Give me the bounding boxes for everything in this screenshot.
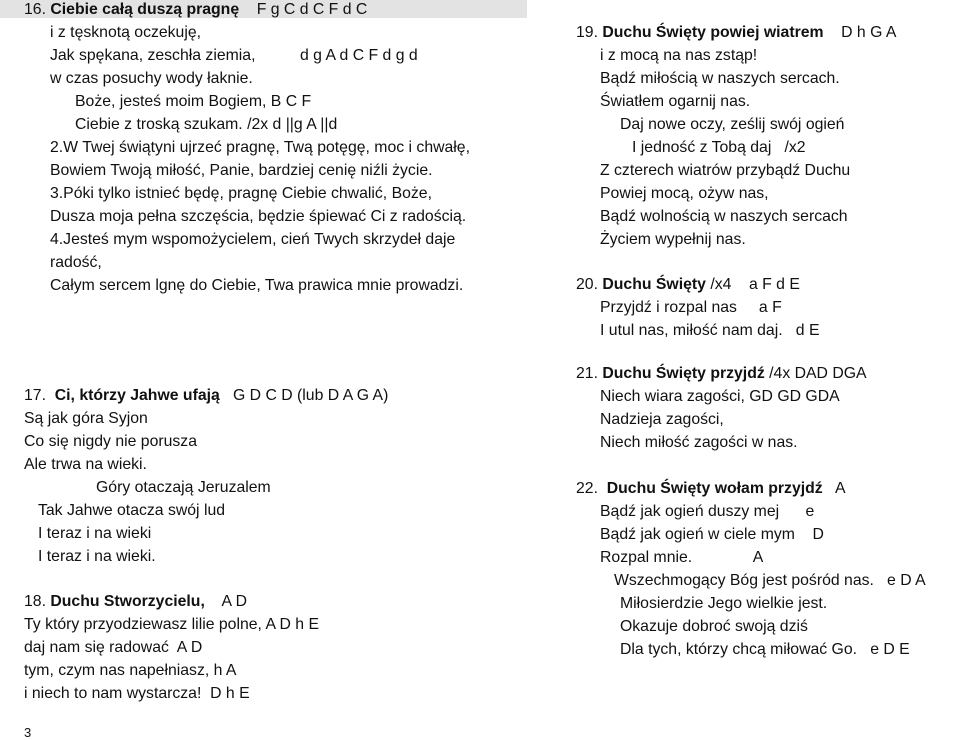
- song-16-line: radość,: [50, 254, 102, 271]
- song-20-header: 20. Duchu Święty /x4 a F d E: [576, 276, 800, 293]
- song-21-chords: /4x DAD DGA: [769, 365, 867, 382]
- song-17-header: 17. Ci, którzy Jahwe ufają G D C D (lub D A G A): [24, 387, 389, 404]
- song-16-line-chords: d g A d C F d g d: [300, 47, 418, 64]
- song-20-line: I utul nas, miłość nam daj. d E: [600, 322, 820, 339]
- song-18-chords: A D: [221, 593, 247, 610]
- song-17-line: Są jak góra Syjon: [24, 410, 148, 427]
- song-19-line: i z mocą na nas zstąp!: [600, 47, 758, 64]
- song-19-line: Bądź miłością w naszych sercach.: [600, 70, 840, 87]
- song-18-header: 18. Duchu Stworzycielu, A D: [24, 593, 247, 610]
- song-22-line: Rozpal mnie. A: [600, 549, 764, 566]
- song-16-line: 4.Jesteś mym wspomożycielem, cień Twych skrzydeł daje: [50, 231, 456, 248]
- song-20-chords: /x4 a F d E: [710, 276, 800, 293]
- song-19-line: Bądź wolnością w naszych sercach: [600, 208, 848, 225]
- song-22-line: Dla tych, którzy chcą miłować Go. e D E: [620, 641, 910, 658]
- song-17-line: Co się nigdy nie porusza: [24, 433, 197, 450]
- song-17-line: Góry otaczają Jeruzalem: [96, 479, 271, 496]
- song-17-line: I teraz i na wieki.: [38, 548, 156, 565]
- song-22-line: Bądź jak ogień duszy mej e: [600, 503, 815, 520]
- song-20-line: Przyjdź i rozpal nas a F: [600, 299, 782, 316]
- song-22-chords: A: [834, 480, 846, 497]
- song-16-line: Dusza moja pełna szczęścia, będzie śpiewać Ci z radością.: [50, 208, 467, 225]
- song-18-line: daj nam się radować A D: [24, 639, 203, 656]
- song-21-title: Duchu Święty przyjdź: [602, 365, 765, 382]
- song-22-line: Bądź jak ogień w ciele mym D: [600, 526, 824, 543]
- song-18-line: i niech to nam wystarcza! D h E: [24, 685, 250, 702]
- song-16-line: 2.W Twej świątyni ujrzeć pragnę, Twą potęgę, moc i chwałę,: [50, 139, 470, 156]
- song-20-title: Duchu Święty: [602, 276, 706, 293]
- song-22-line: Okazuje dobroć swoją dziś: [620, 618, 808, 635]
- song-16-title: Ciebie całą duszą pragnę: [50, 1, 240, 18]
- song-17-line: I teraz i na wieki: [38, 525, 152, 542]
- song-21-line: Niech miłość zagości w nas.: [600, 434, 798, 451]
- song-19-line: Światłem ogarnij nas.: [600, 93, 751, 110]
- song-22-header: 22. Duchu Święty wołam przyjdź A: [576, 480, 846, 497]
- song-19-title: Duchu Święty powiej wiatrem: [602, 24, 824, 41]
- song-16-line: w czas posuchy wody łaknie.: [50, 70, 253, 87]
- song-21-header: 21. Duchu Święty przyjdź /4x DAD DGA: [576, 365, 867, 382]
- song-19-line: Daj nowe oczy, ześlij swój ogień: [620, 116, 845, 133]
- song-21-line: Nadzieja zagości,: [600, 411, 724, 428]
- song-16-line: Jak spękana, zeschła ziemia,: [50, 47, 256, 64]
- song-16-line: Boże, jesteś moim Bogiem, B C F: [75, 93, 312, 110]
- song-19-line: Powiej mocą, ożyw nas,: [600, 185, 769, 202]
- song-17-chords: G D C D (lub D A G A): [232, 387, 389, 404]
- song-16-line: Całym sercem lgnę do Ciebie, Twa prawica mnie prowadzi.: [50, 277, 464, 294]
- song-16-line: Bowiem Twoją miłość, Panie, bardziej cenię niźli życie.: [50, 162, 433, 179]
- song-21-line: Niech wiara zagości, GD GD GDA: [600, 388, 840, 405]
- song-22-title: Duchu Święty wołam przyjdź: [606, 480, 823, 497]
- song-19-header: 19. Duchu Święty powiej wiatrem D h G A: [576, 24, 897, 41]
- song-22-line: Wszechmogący Bóg jest pośród nas. e D A: [614, 572, 926, 589]
- song-19-chords: D h G A: [841, 24, 897, 41]
- song-16-line: 3.Póki tylko istnieć będę, pragnę Ciebie chwalić, Boże,: [50, 185, 432, 202]
- song-17-line: Ale trwa na wieki.: [24, 456, 147, 473]
- song-19-line: Z czterech wiatrów przybądź Duchu: [600, 162, 851, 179]
- page-number: 3: [24, 725, 32, 740]
- song-17-title: Ci, którzy Jahwe ufają: [54, 387, 220, 404]
- song-19-line: I jedność z Tobą daj /x2: [632, 139, 806, 156]
- song-18-line: Ty który przyodziewasz lilie polne, A D h E: [24, 616, 320, 633]
- song-17-line: Tak Jahwe otacza swój lud: [38, 502, 226, 519]
- song-18-line: tym, czym nas napełniasz, h A: [24, 662, 237, 679]
- song-18-title: Duchu Stworzycielu,: [50, 593, 205, 610]
- song-22-line: Miłosierdzie Jego wielkie jest.: [620, 595, 828, 612]
- song-16-line: Ciebie z troską szukam. /2x d ||g A ||d: [75, 116, 338, 133]
- song-16-line: i z tęsknotą oczekuję,: [50, 24, 202, 41]
- song-19-line: Życiem wypełnij nas.: [600, 231, 746, 248]
- song-16-header: 16. Ciebie całą duszą pragnę F g C d C F d C: [24, 1, 368, 18]
- song-16-chords: F g C d C F d C: [256, 1, 368, 18]
